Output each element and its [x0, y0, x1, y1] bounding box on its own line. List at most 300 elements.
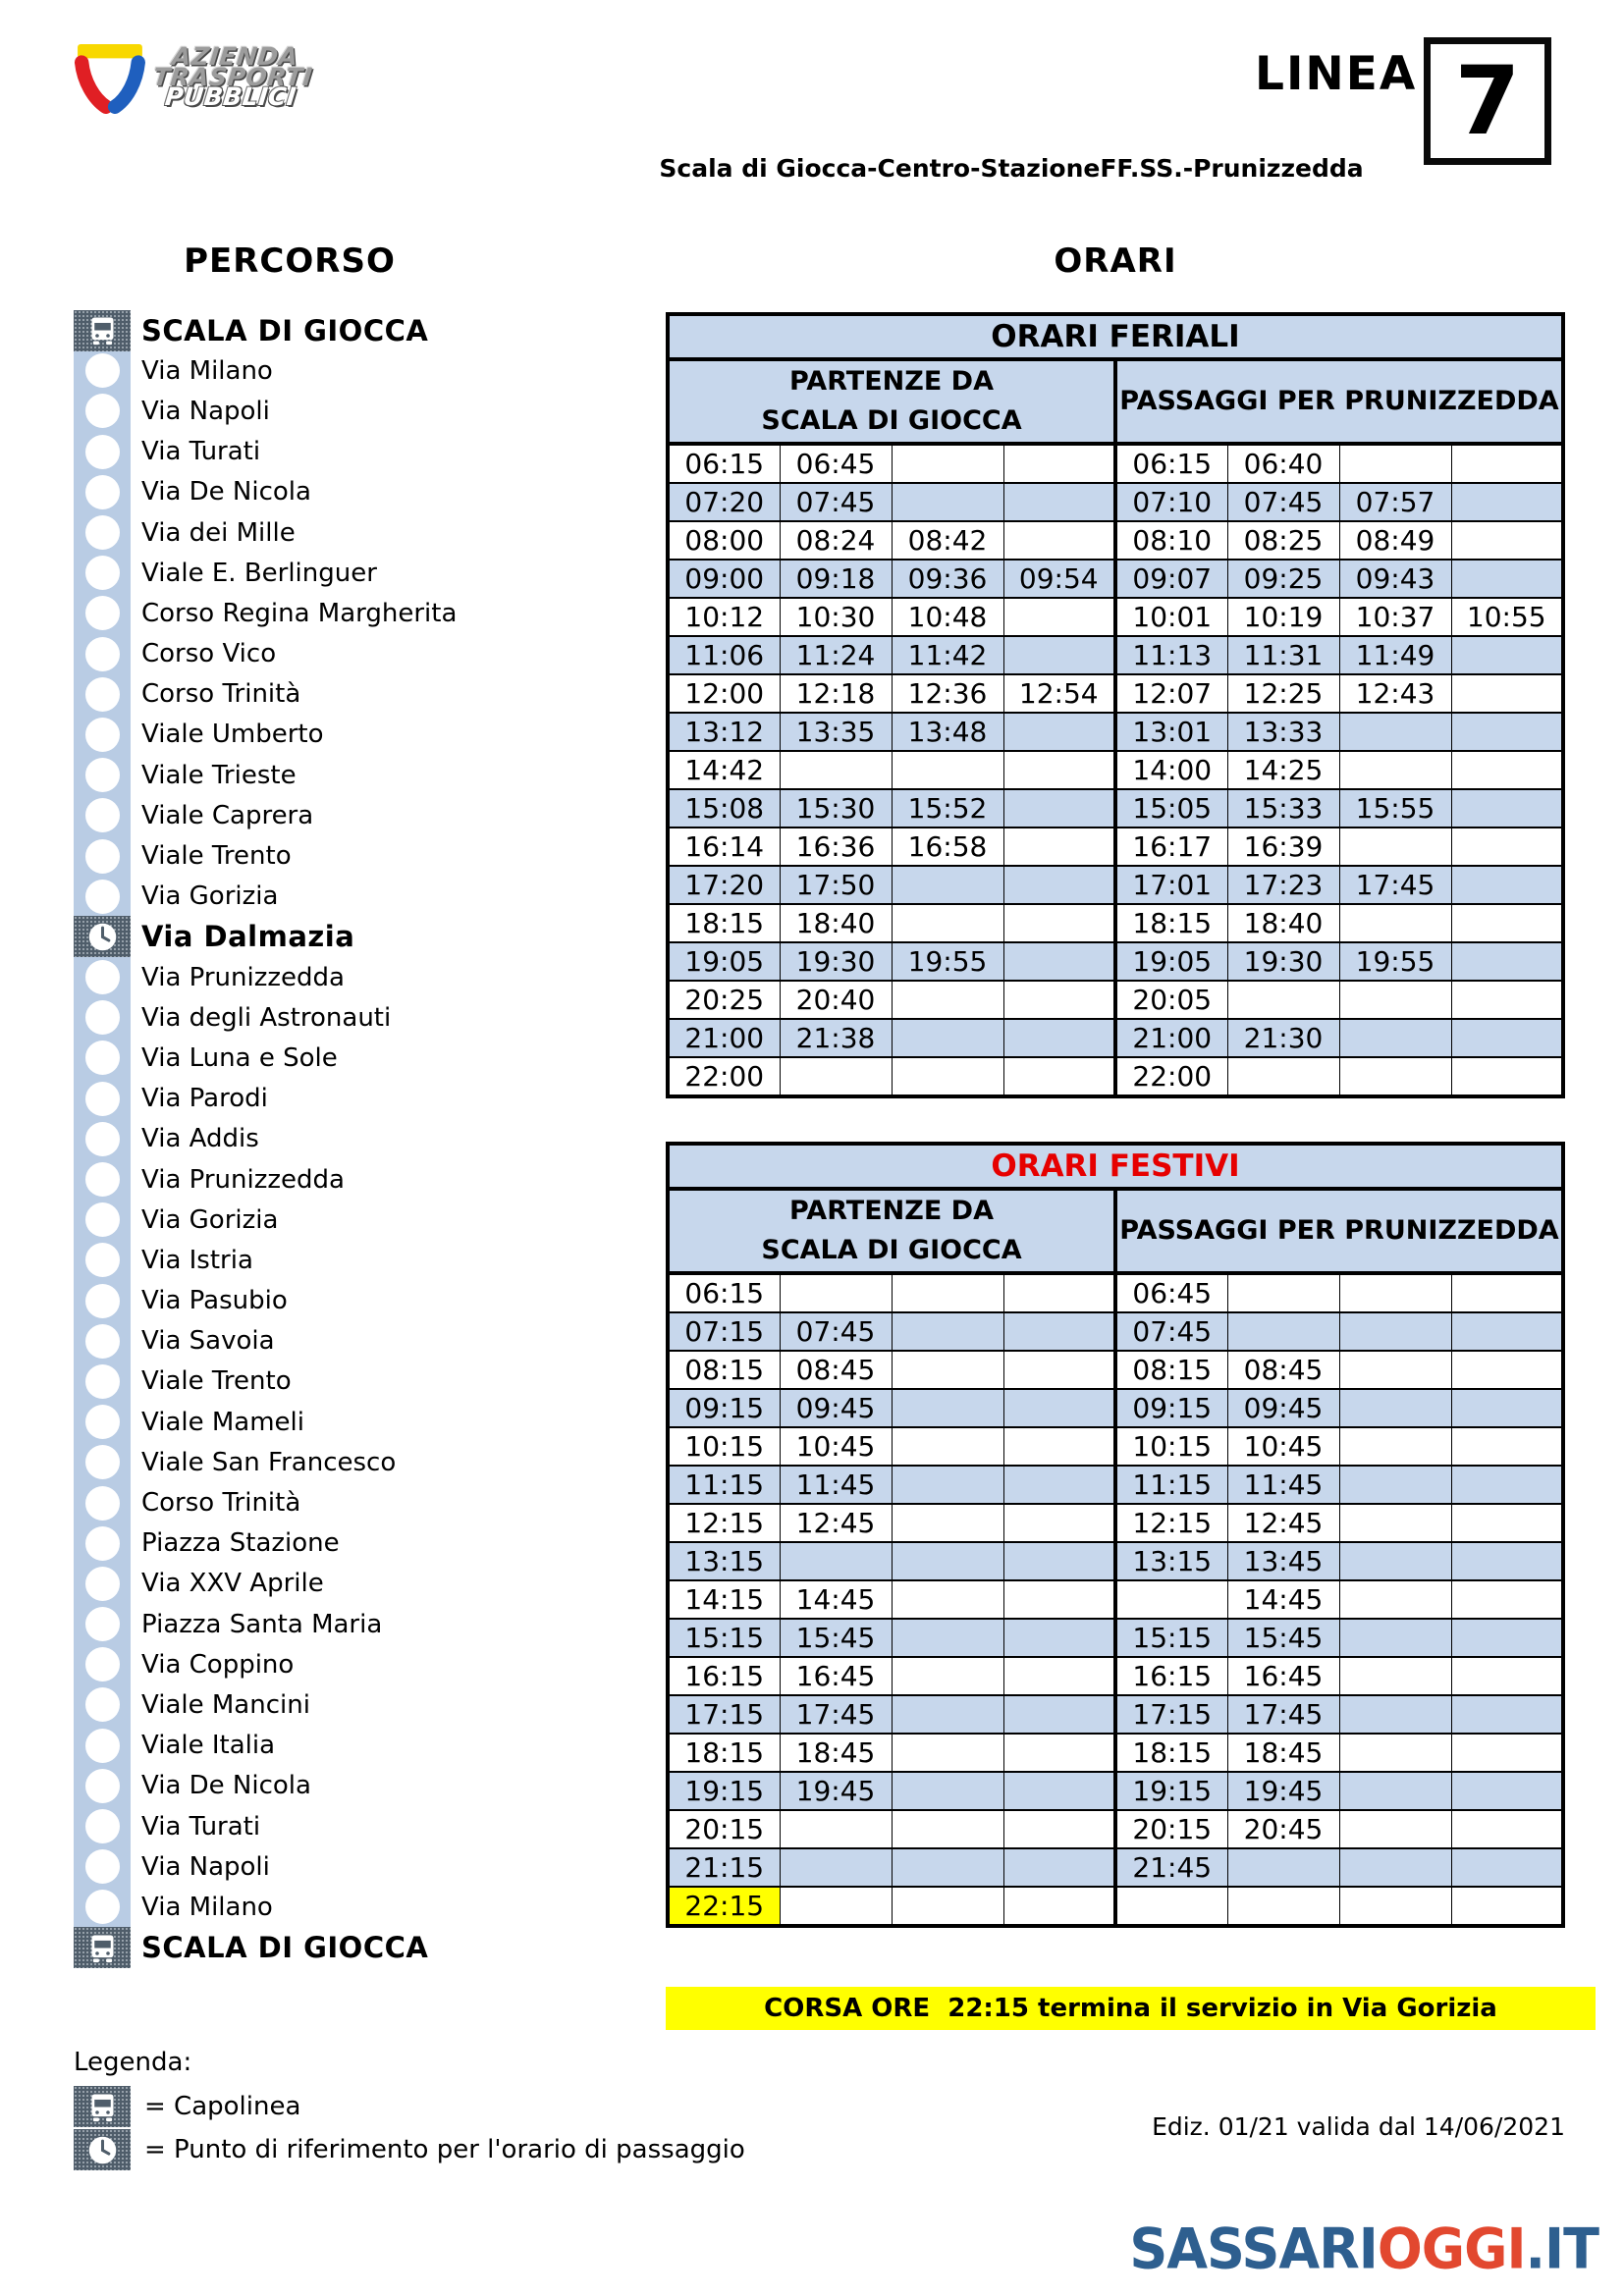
footer-logo-oggi: OGGI: [1377, 2216, 1526, 2282]
time-cell: 14:42: [668, 751, 780, 789]
time-cell: [1339, 1848, 1451, 1887]
stop-dot-icon: [85, 798, 120, 832]
festivi-table-wrap: [666, 1142, 1565, 1928]
feriali-passaggi-header: PASSAGGI PER PRUNIZZEDDA: [1115, 359, 1563, 444]
time-cell: [780, 1273, 892, 1312]
partenze-header-line: SCALA DI GIOCCA: [761, 1235, 1022, 1265]
time-cell: 14:00: [1115, 751, 1227, 789]
time-cell: [1003, 1772, 1115, 1810]
time-cell: 16:45: [780, 1657, 892, 1695]
legend-item: [74, 2085, 745, 2128]
time-cell: [1003, 1057, 1115, 1096]
time-cell: 14:25: [1227, 751, 1339, 789]
stop-marker: [74, 515, 131, 550]
time-cell: [1451, 942, 1563, 981]
time-cell: 10:48: [892, 598, 1003, 636]
stop-marker: [74, 1364, 131, 1399]
festivi-passaggi-header: PASSAGGI PER PRUNIZZEDDA: [1115, 1189, 1563, 1273]
time-cell: 18:45: [1227, 1734, 1339, 1772]
time-cell: 08:15: [1115, 1351, 1227, 1389]
time-cell: [1227, 1848, 1339, 1887]
time-cell: 18:45: [780, 1734, 892, 1772]
time-cell: 13:33: [1227, 713, 1339, 751]
atp-logo-word: AZIENDA: [170, 42, 300, 71]
time-cell: 11:24: [780, 636, 892, 674]
stop-name: Via Napoli: [141, 396, 270, 426]
time-cell: [892, 904, 1003, 942]
time-cell: 15:45: [1227, 1619, 1339, 1657]
time-cell: 17:15: [668, 1695, 780, 1734]
time-cell: [780, 1057, 892, 1096]
time-cell: 13:15: [668, 1542, 780, 1580]
atp-logo: [71, 43, 312, 114]
footer-logo-sassari: SASSARI: [1129, 2216, 1378, 2282]
time-cell: [1451, 1657, 1563, 1695]
time-cell: 08:42: [892, 521, 1003, 560]
route-stop: [74, 1644, 653, 1684]
stop-name: Via Turati: [141, 1811, 261, 1842]
time-cell: [892, 1466, 1003, 1504]
stop-name: Via Pasubio: [141, 1286, 288, 1316]
stop-dot-icon: [85, 880, 120, 914]
route-stop: [74, 957, 653, 997]
stop-marker: [74, 1927, 131, 1968]
time-cell: 15:15: [1115, 1619, 1227, 1657]
route-stop: [74, 1362, 653, 1402]
time-cell: [1003, 521, 1115, 560]
time-cell: [1339, 1351, 1451, 1389]
stop-name: Piazza Stazione: [141, 1528, 340, 1559]
time-cell: 22:00: [1115, 1057, 1227, 1096]
stop-dot-icon: [85, 1122, 120, 1156]
time-cell: 13:01: [1115, 713, 1227, 751]
route-stop: [74, 917, 653, 957]
route-stop: [74, 1402, 653, 1442]
stop-name: Via De Nicola: [141, 477, 311, 507]
time-cell: [1003, 598, 1115, 636]
stop-name: Viale Mancini: [141, 1689, 310, 1720]
route-stop: [74, 1079, 653, 1119]
time-cell: [1339, 444, 1451, 483]
time-cell: [1003, 751, 1115, 789]
line-number: 7: [1454, 46, 1521, 156]
time-cell: 22:00: [668, 1057, 780, 1096]
route-stop: [74, 350, 653, 391]
time-cell: 12:25: [1227, 674, 1339, 713]
stop-marker: [74, 1082, 131, 1116]
time-cell: 11:42: [892, 636, 1003, 674]
route-stop: [74, 1766, 653, 1806]
time-cell: 15:05: [1115, 789, 1227, 828]
time-cell: [1451, 1734, 1563, 1772]
time-cell: [1003, 1273, 1115, 1312]
time-cell: 09:18: [780, 560, 892, 598]
time-cell: 12:45: [1227, 1504, 1339, 1542]
time-cell: [1451, 981, 1563, 1019]
stop-name: Via Prunizzedda: [141, 962, 345, 992]
stop-marker: [74, 880, 131, 914]
time-cell: [1451, 521, 1563, 560]
route-stop: [74, 1038, 653, 1078]
route-stop: [74, 1281, 653, 1321]
stop-name: Via Coppino: [141, 1649, 295, 1680]
time-cell: [892, 1057, 1003, 1096]
time-cell: [1451, 789, 1563, 828]
terminus-bus-icon: [74, 1927, 131, 1968]
time-cell: 10:45: [1227, 1427, 1339, 1466]
stop-marker: [74, 1809, 131, 1843]
time-cell: [1451, 1580, 1563, 1619]
stop-dot-icon: [85, 1729, 120, 1763]
route-stop: [74, 835, 653, 876]
time-cell: 10:12: [668, 598, 780, 636]
stop-dot-icon: [85, 596, 120, 630]
time-cell: 18:40: [1227, 904, 1339, 942]
stop-marker: [74, 1647, 131, 1682]
time-cell: [1227, 1887, 1339, 1926]
time-cell: [1451, 1351, 1563, 1389]
time-cell: 11:45: [780, 1466, 892, 1504]
stop-marker: [74, 960, 131, 994]
time-cell: [1451, 1273, 1563, 1312]
time-cell: 14:45: [1227, 1580, 1339, 1619]
route-stop: [74, 634, 653, 674]
time-cell: [1451, 636, 1563, 674]
time-cell: [1003, 942, 1115, 981]
time-cell: 19:30: [780, 942, 892, 981]
stop-dot-icon: [85, 1000, 120, 1035]
stop-marker: [74, 353, 131, 388]
stop-marker: [74, 677, 131, 712]
atp-logo-mark-icon: [71, 43, 151, 114]
stop-dot-icon: [85, 1849, 120, 1884]
time-cell: 12:18: [780, 674, 892, 713]
time-cell: [1451, 1427, 1563, 1466]
stop-dot-icon: [85, 1769, 120, 1803]
stop-name: Via Gorizia: [141, 1204, 279, 1235]
orari-section-title: ORARI: [1054, 241, 1177, 281]
time-cell: 06:40: [1227, 444, 1339, 483]
time-cell: [1451, 1695, 1563, 1734]
time-cell: [1003, 1619, 1115, 1657]
time-cell: 08:15: [668, 1351, 780, 1389]
stop-dot-icon: [85, 1364, 120, 1399]
stop-name: Via Milano: [141, 1892, 273, 1922]
time-cell: [1339, 1772, 1451, 1810]
festivi-table: [666, 1142, 1565, 1928]
time-cell: [1227, 981, 1339, 1019]
time-cell: [1003, 1351, 1115, 1389]
time-cell: 09:25: [1227, 560, 1339, 598]
route-stop: [74, 1321, 653, 1362]
time-cell: [892, 1273, 1003, 1312]
time-cell: [1451, 1312, 1563, 1351]
stop-dot-icon: [85, 1526, 120, 1561]
time-cell: [1339, 1427, 1451, 1466]
time-cell: 19:55: [1339, 942, 1451, 981]
time-cell: [892, 1810, 1003, 1848]
time-cell: [1339, 1019, 1451, 1057]
stop-marker: [74, 1000, 131, 1035]
time-cell: 15:15: [668, 1619, 780, 1657]
footer-logo: [1129, 2216, 1598, 2281]
time-cell: [1003, 904, 1115, 942]
time-cell: [780, 751, 892, 789]
route-stop: [74, 1159, 653, 1200]
stop-marker: [74, 1243, 131, 1277]
route-stop: [74, 432, 653, 472]
time-cell: 08:45: [1227, 1351, 1339, 1389]
route-stop: [74, 1887, 653, 1927]
legend: [74, 2048, 745, 2171]
time-cell: [1003, 1504, 1115, 1542]
stop-marker: [74, 916, 131, 957]
stop-marker: [74, 839, 131, 874]
stop-marker: [74, 556, 131, 590]
route-subtitle: Scala di Giocca-Centro-StazioneFF.SS.-Prunizzedda: [659, 154, 1364, 183]
stop-marker: [74, 1445, 131, 1479]
time-cell: 21:30: [1227, 1019, 1339, 1057]
stop-marker: [74, 1526, 131, 1561]
stop-name: Viale Caprera: [141, 800, 314, 830]
clock-glyph: [86, 2134, 119, 2166]
time-cell: 09:07: [1115, 560, 1227, 598]
feriali-partenze-header: [668, 359, 1115, 444]
time-cell: [1451, 483, 1563, 521]
time-cell: [1339, 1887, 1451, 1926]
route-stop: [74, 472, 653, 512]
time-cell: 07:45: [1227, 483, 1339, 521]
route-stop: [74, 1523, 653, 1564]
stop-dot-icon: [85, 394, 120, 428]
time-cell: [1451, 1810, 1563, 1848]
time-cell: 21:45: [1115, 1848, 1227, 1887]
route-stop: [74, 512, 653, 553]
clock-reference-icon: [74, 2129, 131, 2170]
time-cell: [892, 483, 1003, 521]
time-cell: [1227, 1057, 1339, 1096]
time-cell: [1003, 1887, 1115, 1926]
atp-logo-word: PUBBLICI: [163, 82, 298, 111]
stop-dot-icon: [85, 1647, 120, 1682]
route-stop: [74, 553, 653, 593]
time-cell: 21:38: [780, 1019, 892, 1057]
route-stop: [74, 1240, 653, 1280]
time-cell: 10:15: [1115, 1427, 1227, 1466]
time-cell: [892, 1580, 1003, 1619]
time-cell: 17:01: [1115, 866, 1227, 904]
time-cell: 07:45: [1115, 1312, 1227, 1351]
stop-marker: [74, 1405, 131, 1439]
stop-marker: [74, 1567, 131, 1601]
time-cell: [1451, 1848, 1563, 1887]
time-cell: [1003, 866, 1115, 904]
time-cell: [1451, 904, 1563, 942]
stop-dot-icon: [85, 515, 120, 550]
legend-items: [74, 2085, 745, 2171]
time-cell: [892, 1657, 1003, 1695]
service-notice: CORSA ORE 22:15 termina il servizio in Via Gorizia: [666, 1987, 1596, 2030]
time-cell: 08:00: [668, 521, 780, 560]
time-cell: [892, 1542, 1003, 1580]
time-cell: [1339, 828, 1451, 866]
time-cell: [1451, 751, 1563, 789]
feriali-title: ORARI FERIALI: [668, 314, 1563, 359]
stop-dot-icon: [85, 1202, 120, 1237]
time-cell: [892, 981, 1003, 1019]
time-cell: [1003, 1695, 1115, 1734]
time-cell: 19:05: [1115, 942, 1227, 981]
stop-marker: [74, 394, 131, 428]
stop-dot-icon: [85, 637, 120, 671]
time-cell: 17:20: [668, 866, 780, 904]
time-cell: 12:07: [1115, 674, 1227, 713]
time-cell: 12:15: [1115, 1504, 1227, 1542]
time-cell: 12:45: [780, 1504, 892, 1542]
time-cell: [892, 1427, 1003, 1466]
time-cell: 16:45: [1227, 1657, 1339, 1695]
edition-note: Ediz. 01/21 valida dal 14/06/2021: [1152, 2112, 1565, 2141]
time-cell: 19:55: [892, 942, 1003, 981]
stop-dot-icon: [85, 1041, 120, 1075]
time-cell: 11:06: [668, 636, 780, 674]
time-cell: [1339, 1504, 1451, 1542]
time-cell: 10:30: [780, 598, 892, 636]
time-cell: 12:43: [1339, 674, 1451, 713]
stop-name: Via Parodi: [141, 1084, 268, 1114]
stop-name: Corso Vico: [141, 639, 277, 669]
route-stop: [74, 755, 653, 795]
time-cell: [1003, 1019, 1115, 1057]
route-stop: [74, 391, 653, 431]
time-cell: 16:15: [668, 1657, 780, 1695]
line-number-box: [1424, 37, 1551, 165]
partenze-header-line: SCALA DI GIOCCA: [761, 405, 1022, 436]
time-cell: 10:55: [1451, 598, 1563, 636]
stop-marker: [74, 1041, 131, 1075]
stop-name: Via Addis: [141, 1124, 259, 1154]
route-stop: [74, 715, 653, 755]
legend-text: = Capolinea: [144, 2092, 301, 2121]
route-stop: [74, 1684, 653, 1725]
stop-marker: [74, 1729, 131, 1763]
time-cell: 17:50: [780, 866, 892, 904]
time-cell: 19:05: [668, 942, 780, 981]
legend-text: = Punto di riferimento per l'orario di passaggio: [144, 2135, 745, 2164]
time-cell: [1451, 1389, 1563, 1427]
stop-dot-icon: [85, 1082, 120, 1116]
time-cell: 13:35: [780, 713, 892, 751]
time-cell: [1339, 1312, 1451, 1351]
route-stop: [74, 593, 653, 633]
time-cell: 21:00: [1115, 1019, 1227, 1057]
route-stop: [74, 310, 653, 350]
time-cell: 20:15: [668, 1810, 780, 1848]
festivi-partenze-header: [668, 1189, 1115, 1273]
time-cell: 19:45: [780, 1772, 892, 1810]
legend-title: Legenda:: [74, 2048, 192, 2077]
time-cell: [1339, 1542, 1451, 1580]
time-cell: 17:23: [1227, 866, 1339, 904]
route-stop: [74, 795, 653, 835]
time-cell: 13:12: [668, 713, 780, 751]
route-stop: [74, 674, 653, 715]
time-cell: [1339, 1389, 1451, 1427]
time-cell: [1339, 1580, 1451, 1619]
time-cell: 10:01: [1115, 598, 1227, 636]
time-cell: 15:52: [892, 789, 1003, 828]
stop-name: SCALA DI GIOCCA: [141, 313, 429, 347]
time-cell: 09:45: [780, 1389, 892, 1427]
stop-name: Corso Trinità: [141, 1488, 301, 1519]
time-cell: [1003, 981, 1115, 1019]
stop-name: Via Napoli: [141, 1851, 270, 1882]
partenze-header-line: PARTENZE DA: [789, 365, 994, 397]
time-cell: [1451, 1466, 1563, 1504]
time-cell: 12:15: [668, 1504, 780, 1542]
time-cell: [1451, 1619, 1563, 1657]
stop-name: Via degli Astronauti: [141, 1002, 392, 1033]
time-cell: [1003, 483, 1115, 521]
time-cell: 20:15: [1115, 1810, 1227, 1848]
route-stop: [74, 997, 653, 1038]
stop-marker: [74, 798, 131, 832]
stop-marker: [74, 1687, 131, 1722]
stop-dot-icon: [85, 1405, 120, 1439]
route-stop: [74, 1604, 653, 1644]
route-stop-list: [74, 310, 653, 1968]
bus-glyph: [86, 1932, 119, 1964]
stop-name: Via Luna e Sole: [141, 1042, 338, 1073]
stop-name: Via Milano: [141, 355, 273, 386]
stop-marker: [74, 1202, 131, 1237]
time-cell: [1003, 1312, 1115, 1351]
time-cell: 14:15: [668, 1580, 780, 1619]
time-cell: 15:30: [780, 789, 892, 828]
stop-marker: [74, 1769, 131, 1803]
stop-name: Via De Nicola: [141, 1771, 311, 1801]
stop-marker: [74, 758, 131, 792]
time-cell: [1339, 1273, 1451, 1312]
time-cell: 11:13: [1115, 636, 1227, 674]
time-cell: 12:00: [668, 674, 780, 713]
stop-dot-icon: [85, 1567, 120, 1601]
time-cell: [1003, 789, 1115, 828]
time-cell: 19:45: [1227, 1772, 1339, 1810]
stop-dot-icon: [85, 1445, 120, 1479]
stop-dot-icon: [85, 758, 120, 792]
stop-marker: [74, 637, 131, 671]
time-cell: 06:15: [668, 1273, 780, 1312]
time-cell: [892, 1351, 1003, 1389]
stop-marker: [74, 1162, 131, 1197]
time-cell: 08:25: [1227, 521, 1339, 560]
time-cell: 06:15: [668, 444, 780, 483]
time-cell: [1339, 1695, 1451, 1734]
percorso-section-title: PERCORSO: [184, 241, 396, 281]
time-cell: [892, 751, 1003, 789]
time-cell: [780, 1887, 892, 1926]
time-cell: [892, 444, 1003, 483]
time-cell: [1339, 1619, 1451, 1657]
time-cell: 17:15: [1115, 1695, 1227, 1734]
time-cell: [892, 1019, 1003, 1057]
time-cell: 17:45: [780, 1695, 892, 1734]
time-cell: 20:40: [780, 981, 892, 1019]
time-cell: 09:36: [892, 560, 1003, 598]
stop-name: Viale San Francesco: [141, 1447, 397, 1477]
route-stop: [74, 1200, 653, 1240]
